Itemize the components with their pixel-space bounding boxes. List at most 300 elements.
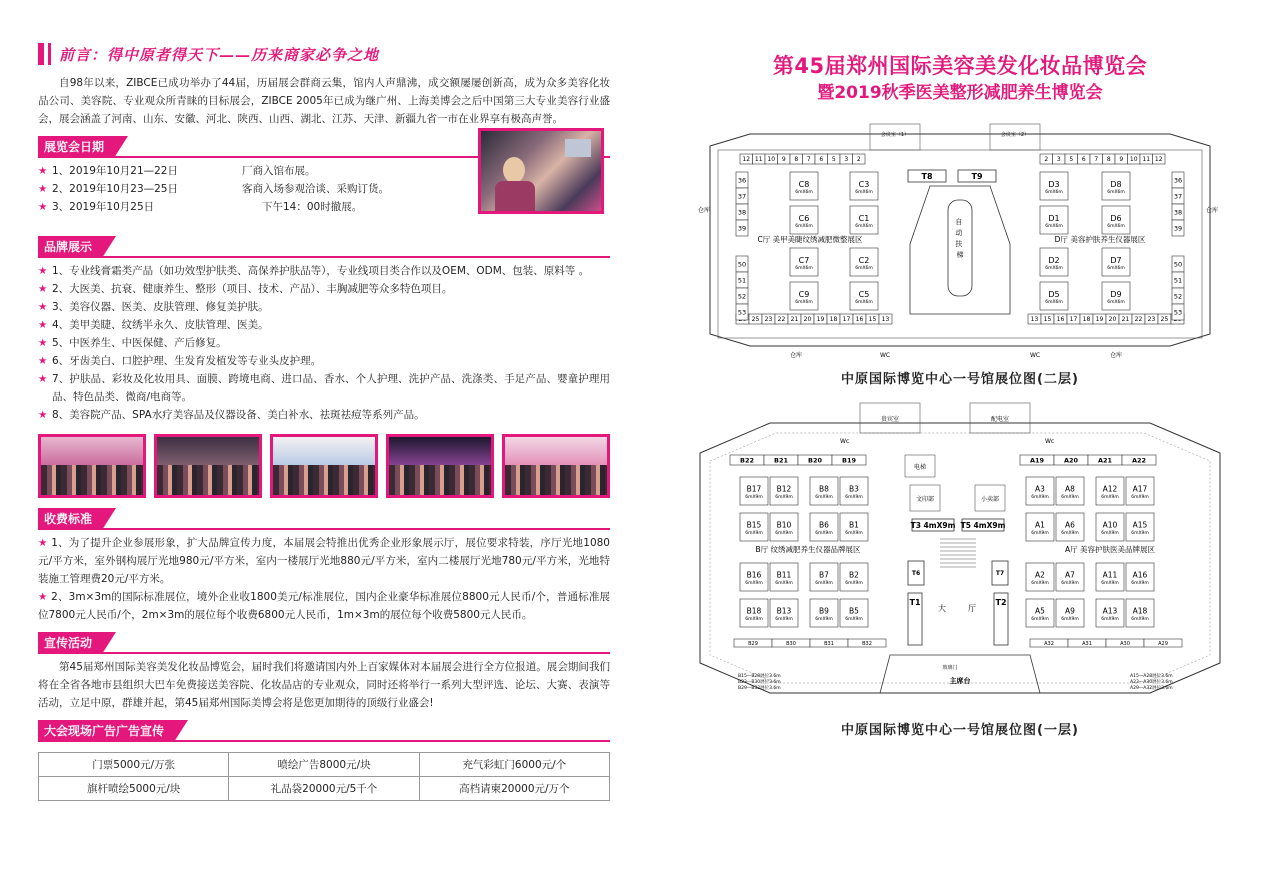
table-cell: 礼品袋20000元/5千个 — [229, 777, 419, 801]
booth-label: 19 — [816, 316, 825, 324]
bottom-row-left — [736, 314, 892, 324]
booth-label: 21 — [790, 316, 799, 324]
brands-section-header — [38, 236, 610, 258]
booth-label: 52 — [737, 292, 747, 301]
booth-label: 13 — [881, 316, 890, 324]
left-column — [38, 40, 610, 801]
star-icon: ★ — [38, 165, 48, 177]
brand-item-text: 1、专业线膏霜类产品（如功效型护肤类、高保养护肤品等），专业线项目类合作以及OEM、ODM、包装、原料等 。 — [52, 265, 590, 277]
note-line: A15—A28展位3.6m — [1130, 674, 1173, 679]
photo-crowd — [273, 465, 375, 495]
booth-size: 6mX6m — [1045, 300, 1063, 305]
main-stage-label: 主席台 — [949, 677, 971, 685]
right-column — [690, 52, 1230, 738]
escalator — [948, 200, 972, 296]
expo-photo — [502, 434, 610, 498]
fee-item — [38, 534, 610, 588]
booth-label: C6 — [798, 213, 810, 223]
brand-item-text: 2、大医美、抗衰、健康养生、整形（项目、技术、产品）、丰胸减肥等众多特色项目。 — [52, 283, 453, 295]
expo-photo — [478, 128, 604, 214]
booth-label: 18 — [829, 316, 838, 324]
booth-label: 50 — [1173, 260, 1183, 269]
booth-label: 11 — [754, 156, 763, 164]
escalator-label-char: 扶 — [955, 240, 963, 248]
glass-door-label: 玻璃门 — [942, 665, 958, 671]
booth-label: 15 — [1043, 316, 1052, 324]
booth-label: D9 — [1110, 289, 1122, 299]
note-line: A23—A30展位3.6m — [1130, 680, 1173, 685]
booth-label: D3 — [1048, 179, 1060, 189]
booth-t3-label: T3 4mX9m — [910, 521, 956, 530]
booth-label: 16 — [855, 316, 864, 324]
booth-label: 22 — [777, 316, 786, 324]
booth-size: 6mX9m — [775, 581, 793, 586]
booth-label: B7 — [819, 570, 829, 580]
star-icon: ★ — [38, 409, 48, 421]
expo-subtitle: 暨2019秋季医美整形减肥养生博览会 — [817, 83, 1103, 103]
table-row — [39, 753, 610, 777]
booth-size: 6mX6m — [795, 190, 813, 195]
booth-size: 6mX9m — [1031, 581, 1049, 586]
booth-label: 8 — [1106, 156, 1111, 164]
top-row-right — [1040, 154, 1165, 164]
booth-size: 6mX6m — [795, 266, 813, 271]
booth-label: B11 — [776, 570, 792, 580]
preface-text: 自98年以来，ZIBCE已成功举办了44届，历届展会群商云集，馆内人声鼎沸，成交额屡屡创新高，成为众多美容化妆品公司、美容院、专业观众所青睐的目标展会，ZIBCE 2005年已成为继广州、上海美博会之后中国第三大专业美容行业盛会，展会涵盖了河南、山东、安徽、河北、陕西、山西、湖北、江苏、天津、新疆九省一市在业界享有极高声誉。 — [38, 77, 610, 125]
table-row — [39, 777, 610, 801]
expo-photo — [38, 434, 146, 498]
escalator-label — [955, 217, 964, 259]
escalator-label-char: 梯 — [956, 251, 964, 259]
booth-label: 16 — [1056, 316, 1065, 324]
booth-label: A2 — [1035, 570, 1045, 580]
floor1-caption: 中原国际博览中心一号馆展位图(一层) — [841, 723, 1079, 738]
hall-a-label: A厅 美容护肤医美品牌展区 — [1064, 545, 1156, 554]
booth-size: 6mX9m — [845, 531, 863, 536]
fees-section-header — [38, 508, 610, 530]
booth-label: 38 — [737, 208, 747, 217]
booth-label: 38 — [1173, 208, 1183, 217]
star-icon: ★ — [38, 337, 48, 349]
booth-label: B12 — [776, 484, 792, 494]
booth-size: 6mX9m — [1031, 495, 1049, 500]
booth-label: B31 — [824, 640, 834, 647]
star-icon: ★ — [38, 537, 52, 549]
booth-size: 6mX6m — [1045, 224, 1063, 229]
star-icon: ★ — [38, 319, 48, 331]
booth-label: 11 — [1142, 156, 1151, 164]
booth-label: D2 — [1048, 255, 1060, 265]
table-cell: 门票5000元/万张 — [39, 753, 229, 777]
booth-label: A30 — [1120, 640, 1130, 647]
dates-heading: 展览会日期 — [38, 136, 114, 158]
booth-label: C9 — [798, 289, 810, 299]
booth-label: 5 — [831, 156, 836, 164]
storage-label: 仓库 — [698, 207, 711, 214]
booth-label: 20 — [803, 316, 812, 324]
star-icon: ★ — [38, 201, 48, 213]
main-stage-area — [880, 655, 1040, 693]
booth-size: 6mX9m — [775, 495, 793, 500]
booth-label: A11 — [1102, 570, 1118, 580]
brand-item — [38, 280, 610, 298]
booth-size: 6mX9m — [1061, 581, 1079, 586]
booth-size: 6mX6m — [795, 300, 813, 305]
booth-size: 6mX6m — [855, 224, 873, 229]
booth-label: B6 — [819, 520, 829, 530]
booth-label: 37 — [737, 192, 747, 201]
top-row-left — [730, 455, 866, 465]
photo-crowd — [157, 465, 259, 495]
booth-size: 6mX9m — [745, 581, 763, 586]
booth-size: 6mX9m — [815, 581, 833, 586]
storage-label: 仓库 — [790, 352, 803, 359]
booth-label: 10 — [767, 156, 776, 164]
shop-room-label: 小卖部 — [980, 496, 1000, 503]
date-desc: 下午14：00时撤展。 — [262, 201, 363, 213]
brand-item-text: 8、美容院产品、SPA水疗美容品及仪器设备、美白补水、祛斑祛痘等系列产品。 — [52, 409, 425, 421]
star-icon: ★ — [38, 283, 48, 295]
fee-item — [38, 588, 610, 624]
booth-label: C8 — [798, 179, 810, 189]
brand-item-text: 7、护肤品、彩妆及化妆用具、面膜、跨境电商、进口品、香水、个人护理、洗护产品、洗涤类、手足产品、婴童护理用品、特色品类、微商/电商等。 — [52, 373, 610, 403]
booth-label: 2 — [1044, 156, 1049, 164]
ads-heading: 大会现场广告广告宣传 — [38, 720, 174, 742]
preface-header — [38, 40, 610, 68]
booth-size: 6mX9m — [1101, 495, 1119, 500]
stairs — [940, 539, 976, 567]
wc-label: Wc — [1045, 438, 1055, 445]
booth-label: B8 — [819, 484, 829, 494]
booth-label: 7 — [1094, 156, 1099, 164]
table-cell: 充气彩虹门6000元/个 — [419, 753, 609, 777]
brand-item — [38, 370, 610, 406]
booth-label: 39 — [737, 224, 747, 233]
booth-label: A18 — [1132, 606, 1148, 616]
booth-label: 8 — [794, 156, 799, 164]
photo-screen — [565, 139, 591, 157]
booth-label: 3 — [1056, 156, 1061, 164]
lift-label: 电梯 — [913, 464, 927, 471]
booth-label: A1 — [1035, 520, 1045, 530]
booth-size: 6mX9m — [845, 581, 863, 586]
booth-label: B10 — [776, 520, 792, 530]
booth-label: 21 — [1121, 316, 1130, 324]
wc-label: WC — [1030, 352, 1041, 359]
storage-label: 仓库 — [1206, 207, 1219, 214]
vip-room-label: 贵宾室 — [880, 416, 900, 423]
booth-label: 51 — [737, 276, 747, 285]
booth-label: A10 — [1102, 520, 1118, 530]
ads-section-header — [38, 720, 610, 742]
booth-label: 10 — [1129, 156, 1138, 164]
booth-size: 6mX9m — [815, 531, 833, 536]
booth-label: B20 — [808, 456, 822, 465]
booth-label: 13 — [1030, 316, 1039, 324]
booth-label: 52 — [1173, 292, 1183, 301]
photo-crowd — [389, 465, 491, 495]
power-room-label: 配电室 — [990, 416, 1010, 423]
escalator-label-char: 动 — [955, 229, 963, 237]
booth-label: A19 — [1029, 456, 1045, 465]
booth-label: B13 — [776, 606, 792, 616]
brands-list — [38, 262, 610, 424]
print-room-label: 文印部 — [915, 496, 935, 503]
booth-label: D7 — [1110, 255, 1122, 265]
fees-heading: 收费标准 — [38, 508, 102, 530]
booth-label: C5 — [858, 289, 870, 299]
star-icon: ★ — [38, 265, 48, 277]
booth-label: 6 — [1081, 156, 1086, 164]
left-side-booths — [736, 172, 748, 320]
booth-label: 17 — [842, 316, 851, 324]
star-icon: ★ — [38, 183, 48, 195]
brand-item-text: 3、美容仪器、医美、皮肤管理、修复美护肤。 — [52, 301, 269, 313]
bottom-row-right — [1028, 314, 1184, 324]
booth-t1-label: T1 — [909, 598, 921, 607]
booth-label: B3 — [849, 484, 859, 494]
photo-crowd — [505, 465, 607, 495]
booth-label: 5 — [1069, 156, 1074, 164]
booth-label: 20 — [1108, 316, 1117, 324]
booth-size: 6mX6m — [1045, 266, 1063, 271]
booth-label: 36 — [737, 176, 747, 185]
date-desc: 客商入场参观洽谈、采购订货。 — [242, 183, 389, 195]
top-row-right — [1020, 455, 1156, 465]
bottom-row-right — [1030, 639, 1182, 647]
storage-label: 仓库 — [1110, 352, 1123, 359]
booth-label: C2 — [858, 255, 870, 265]
hall-label: 大 — [938, 604, 946, 613]
booth-label: C7 — [798, 255, 810, 265]
booth-size: 6mX9m — [745, 617, 763, 622]
booth-label: 22 — [1134, 316, 1143, 324]
booth-size: 6mX9m — [1131, 617, 1149, 622]
table-cell: 高档请柬20000元/万个 — [419, 777, 609, 801]
note-line: B23—B30展位3.6m — [738, 680, 781, 685]
top-row-left — [740, 154, 865, 164]
hall-d-label: D厅 美容护肤养生仪器展区 — [1054, 235, 1146, 244]
booth-label: B2 — [849, 570, 859, 580]
floor1-map — [690, 393, 1230, 723]
photo-strip — [38, 434, 610, 498]
dates-block — [38, 162, 610, 234]
booth-t6-label: T6 — [911, 570, 921, 577]
booth-size: 6mX9m — [1061, 617, 1079, 622]
section-rule — [38, 528, 610, 530]
note-line: B15—B28展位3.6m — [738, 674, 781, 679]
booth-label: D1 — [1048, 213, 1060, 223]
date-desc: 厂商入馆布展。 — [242, 165, 316, 177]
booth-label: D6 — [1110, 213, 1122, 223]
preface-accent-bar — [38, 43, 44, 65]
booth-size: 6mX9m — [1061, 495, 1079, 500]
booth-size: 6mX6m — [1107, 266, 1125, 271]
atrium-outline — [910, 186, 1010, 314]
booth-label: B19 — [842, 456, 856, 465]
hall-b-label: B厅 纹绣减肥养生仪器品牌展区 — [755, 545, 861, 554]
date-value: 3、2019年10月25日 — [52, 201, 155, 213]
photo-crowd — [41, 465, 143, 495]
expo-photo — [270, 434, 378, 498]
booth-label: 15 — [868, 316, 877, 324]
booth-label: 53 — [737, 308, 747, 317]
meeting-room-2-label: 会议室（2） — [1000, 132, 1030, 138]
booth-size: 6mX6m — [855, 300, 873, 305]
star-icon: ★ — [38, 373, 48, 385]
booth-label: C3 — [858, 179, 870, 189]
hall-c-label: C厅 美甲美睫纹绣减肥微整展区 — [757, 235, 863, 244]
booth-size: 6mX9m — [845, 617, 863, 622]
booth-label: 9 — [1119, 156, 1124, 164]
booth-label: A20 — [1063, 456, 1079, 465]
booth-label: A22 — [1131, 456, 1147, 465]
promo-text: 第45届郑州国际美容美发化妆品博览会，届时我们将邀请国内外上百家媒体对本届展会进行全方位报道。展会期间我们将在全省各地市县组织大巴车免费接送美容院、化妆品店的专业观众，同时还将举行一系列大型评选、论坛、大赛、表演等活动，立足中原，群雄并起，第45届郑州国际美博会将是您更加期待的顶级行业盛会! — [38, 661, 610, 709]
booth-label: B15 — [746, 520, 762, 530]
booth-label: 51 — [1173, 276, 1183, 285]
booth-label: A17 — [1132, 484, 1148, 494]
booth-size: 6mX6m — [795, 224, 813, 229]
booth-label: 53 — [1173, 308, 1183, 317]
brand-item — [38, 316, 610, 334]
booth-label: A31 — [1082, 640, 1092, 647]
booth-label: A8 — [1065, 484, 1075, 494]
booth-label: B17 — [746, 484, 762, 494]
booth-size: 6mX6m — [1107, 224, 1125, 229]
booth-note-left — [738, 672, 782, 691]
preface-title: 前言：得中原者得天下——历来商家必争之地 — [59, 45, 380, 64]
booth-size: 6mX9m — [775, 617, 793, 622]
booth-label: B1 — [849, 520, 859, 530]
booth-label: B22 — [740, 456, 754, 465]
booth-label: A32 — [1044, 640, 1054, 647]
promo-section-header — [38, 632, 610, 654]
expo-title: 第45届郑州国际美容美发化妆品博览会 — [772, 54, 1148, 78]
booth-size: 6mX6m — [1107, 190, 1125, 195]
brand-item — [38, 352, 610, 370]
booth-label: A29 — [1158, 640, 1168, 647]
hall-label: 厅 — [968, 604, 976, 613]
brand-item-text: 5、中医养生、中医保健、产后修复。 — [52, 337, 227, 349]
booth-size: 6mX9m — [1101, 581, 1119, 586]
photo-person-body — [495, 181, 535, 211]
booth-size: 6mX9m — [1031, 531, 1049, 536]
booth-label: 19 — [1095, 316, 1104, 324]
booth-label: A12 — [1102, 484, 1118, 494]
booth-label: A6 — [1065, 520, 1075, 530]
booth-size: 6mX9m — [1131, 495, 1149, 500]
booth-note-right — [1130, 672, 1174, 691]
booth-size: 6mX6m — [1045, 190, 1063, 195]
booth-label: A3 — [1035, 484, 1045, 494]
booth-label: D8 — [1110, 179, 1122, 189]
floor2-map — [690, 114, 1230, 364]
booth-label: 50 — [737, 260, 747, 269]
bottom-row-left — [734, 639, 886, 647]
star-icon: ★ — [38, 301, 48, 313]
booth-label: B32 — [862, 640, 872, 647]
booth-label: A7 — [1065, 570, 1075, 580]
booth-size: 6mX9m — [1031, 617, 1049, 622]
ads-table — [38, 752, 610, 801]
booth-label: A16 — [1132, 570, 1148, 580]
booth-label: A13 — [1102, 606, 1118, 616]
brand-item — [38, 334, 610, 352]
booth-size: 6mX9m — [1061, 531, 1079, 536]
booth-t9-label: T9 — [971, 172, 983, 181]
section-rule — [38, 652, 610, 654]
booth-size: 6mX6m — [1107, 300, 1125, 305]
booth-label: 37 — [1173, 192, 1183, 201]
booth-label: 25 — [751, 316, 760, 324]
booth-label: 23 — [764, 316, 773, 324]
booth-t8-label: T8 — [921, 172, 933, 181]
booth-size: 6mX9m — [845, 495, 863, 500]
booth-label: 25 — [1160, 316, 1169, 324]
brands-heading: 品牌展示 — [38, 236, 102, 258]
booth-label: A15 — [1132, 520, 1148, 530]
fees-list — [38, 534, 610, 624]
booth-label: B21 — [774, 456, 788, 465]
escalator-label-char: 自 — [955, 218, 963, 226]
note-line: B29—B32展位3.6m — [738, 686, 781, 691]
booth-label: 3 — [844, 156, 849, 164]
wc-label: WC — [880, 352, 891, 359]
right-side-booths — [1172, 172, 1184, 320]
booth-label: C1 — [858, 213, 870, 223]
booth-label: B16 — [746, 570, 762, 580]
booth-label: 6 — [819, 156, 824, 164]
booth-label: 18 — [1082, 316, 1091, 324]
booth-label: B5 — [849, 606, 859, 616]
booth-size: 6mX9m — [1131, 531, 1149, 536]
booth-label: 17 — [1069, 316, 1078, 324]
booth-label: 39 — [1173, 224, 1183, 233]
booth-label: B30 — [786, 640, 796, 647]
brand-item — [38, 262, 610, 280]
wc-label: Wc — [840, 438, 850, 445]
fee-item-text: 1、为了提升企业参展形象，扩大品牌宣传力度，本届展会特推出优秀企业形象展示厅，展位要求特装，序厅光地1080元/平方米，室外钢构展厅光地980元/平方米，室内一楼展厅光地880元/平方米，室内二楼展厅光地780元/平方米，光地特装施工管理费20元/平方米。 — [38, 537, 610, 585]
expo-photo — [154, 434, 262, 498]
photo-person-head — [503, 157, 525, 183]
booth-size: 6mX9m — [745, 531, 763, 536]
table-cell: 旗杆喷绘5000元/块 — [39, 777, 229, 801]
section-rule — [38, 256, 610, 258]
booth-label: 23 — [1147, 316, 1156, 324]
booth-label: A5 — [1035, 606, 1045, 616]
promo-heading: 宣传活动 — [38, 632, 102, 654]
brand-item-text: 4、美甲美睫、纹绣半永久、皮肤管理、医美。 — [52, 319, 269, 331]
star-icon: ★ — [38, 591, 52, 603]
date-value: 1、2019年10月21—22日 — [52, 165, 178, 177]
star-icon: ★ — [38, 355, 48, 367]
booth-t7-label: T7 — [995, 570, 1005, 577]
brand-item — [38, 298, 610, 316]
booth-label: 12 — [1154, 156, 1163, 164]
booth-t2-label: T2 — [995, 598, 1007, 607]
booth-label: A9 — [1065, 606, 1075, 616]
booth-size: 6mX9m — [775, 531, 793, 536]
booth-label: B18 — [746, 606, 762, 616]
booth-size: 6mX9m — [1131, 581, 1149, 586]
booth-size: 6mX9m — [1101, 617, 1119, 622]
booth-size: 6mX9m — [745, 495, 763, 500]
booth-size: 6mX9m — [815, 617, 833, 622]
booth-size: 6mX9m — [1101, 531, 1119, 536]
booth-label: 7 — [806, 156, 811, 164]
date-value: 2、2019年10月23—25日 — [52, 183, 178, 195]
booth-label: 2 — [856, 156, 861, 164]
